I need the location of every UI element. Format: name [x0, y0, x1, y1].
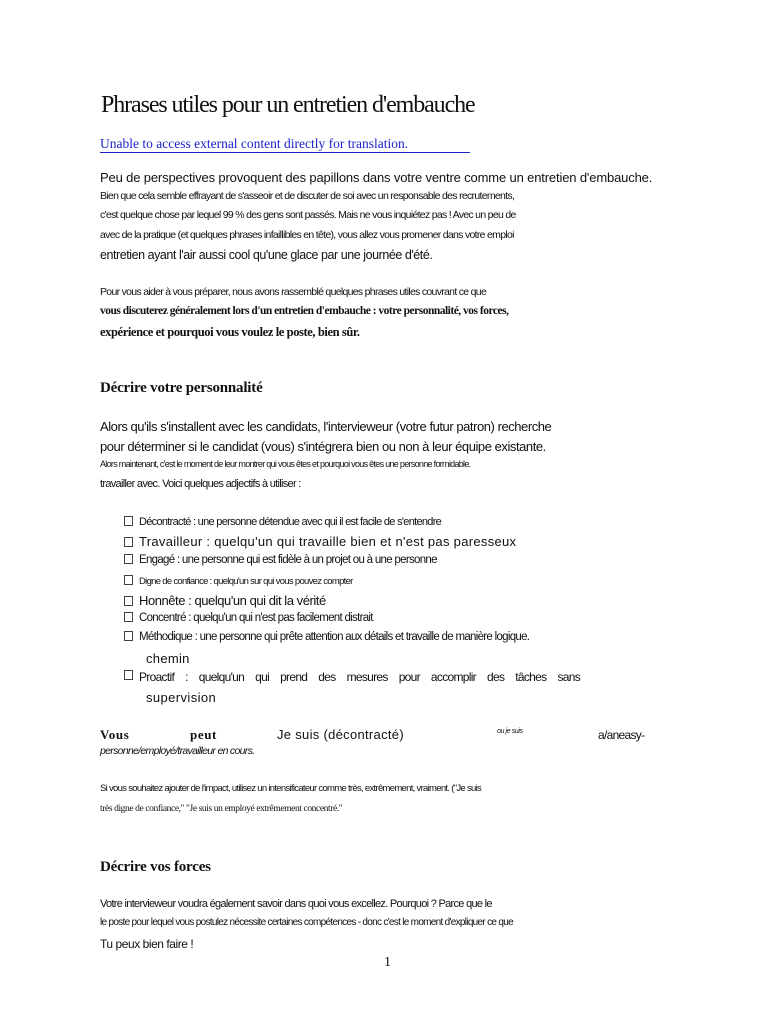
list-item: Honnête : quelqu'un qui dit la vérité: [124, 593, 326, 608]
usage-tiny-text: ou je suis: [497, 728, 523, 735]
list-item: Travailleur : quelqu'un qui travaille bien et n'est pas paresseux: [124, 534, 516, 549]
tip-line-2: très digne de confiance," "Je suis un employé extrêmement concentré.": [100, 804, 343, 814]
page-title: Phrases utiles pour un entretien d'embauche: [101, 92, 475, 118]
bullet-box-icon: [124, 516, 133, 526]
bullet-continuation: supervision: [146, 690, 217, 705]
prep-line-2: vous discuterez généralement lors d'un entretien d'embauche : votre personnalité, vos forces,: [100, 305, 509, 317]
intro-line-4: avec de la pratique (et quelques phrases infaillibles en tête), vous allez vous promener dans votre emploi: [100, 229, 514, 241]
bullet-box-icon: [124, 631, 133, 641]
personality-line-4: travailler avec. Voici quelques adjectifs à utiliser :: [100, 478, 301, 490]
tip-line-1: Si vous souhaitez ajouter de l'impact, utilisez un intensificateur comme très, extrêmement, vraiment. ("Je suis: [100, 783, 482, 794]
section-heading-strengths: Décrire vos forces: [100, 859, 211, 875]
bullet-box-icon: [124, 575, 133, 585]
usage-word-vous: Vous: [100, 727, 130, 742]
list-item: Décontracté : une personne détendue avec qui il est facile de s'entendre: [124, 516, 441, 528]
usage-phrase: Je suis (décontracté): [277, 727, 404, 742]
bullet-box-icon: [124, 554, 133, 564]
list-item: Engagé : une personne qui est fidèle à un projet ou à une personne: [124, 554, 437, 566]
list-item: Proactif : quelqu'un qui prend des mesures pour accomplir des tâches sans: [124, 670, 580, 684]
bullet-continuation: chemin: [146, 651, 190, 666]
bullet-box-icon: [124, 670, 133, 680]
intro-line-2: Bien que cela semble effrayant de s'asseoir et de discuter de soi avec un responsable des recrutements,: [100, 190, 515, 202]
personality-line-2: pour déterminer si le candidat (vous) s'intégrera bien ou non à leur équipe existante.: [100, 439, 546, 454]
strengths-line-2: le poste pour lequel vous postulez nécessite certaines compétences - donc c'est le moment d'expliquer ce que: [100, 917, 513, 928]
bullet-box-icon: [124, 612, 133, 622]
list-item: Méthodique : une personne qui prête attention aux détails et travaille de manière logique.: [124, 631, 529, 643]
intro-line-5: entretien ayant l'air aussi cool qu'une glace par une journée d'été.: [100, 248, 433, 262]
bullet-box-icon: [124, 537, 133, 547]
personality-line-1: Alors qu'ils s'installent avec les candidats, l'intervieweur (votre futur patron) recherche: [100, 419, 552, 434]
usage-line-2: personne/employé/travailleur en cours.: [100, 745, 255, 757]
translation-notice-link[interactable]: Unable to access external content directly for translation.: [100, 136, 470, 153]
usage-word-peut: peut: [190, 727, 217, 742]
list-item: Concentré : quelqu'un qui n'est pas facilement distrait: [124, 612, 373, 624]
section-heading-personality: Décrire votre personnalité: [100, 380, 263, 396]
prep-line-1: Pour vous aider à vous préparer, nous avons rassemblé quelques phrases utiles couvrant ce que: [100, 286, 487, 298]
intro-line-1: Peu de perspectives provoquent des papillons dans votre ventre comme un entretien d'embauche.: [100, 170, 653, 185]
strengths-line-1: Votre intervieweur voudra également savoir dans quoi vous excellez. Pourquoi ? Parce que le: [100, 898, 492, 910]
bullet-box-icon: [124, 596, 133, 606]
personality-line-3: Alors maintenant, c'est le moment de leur montrer qui vous êtes et pourquoi vous êtes une personne formidable.: [100, 459, 471, 469]
strengths-line-3: Tu peux bien faire !: [100, 937, 194, 951]
prep-line-3: expérience et pourquoi vous voulez le poste, bien sûr.: [100, 325, 360, 339]
intro-line-3: c'est quelque chose par lequel 99 % des gens sont passés. Mais ne vous inquiétez pas ! Avec un peu de: [100, 209, 516, 221]
page-number: 1: [384, 955, 391, 970]
usage-tail: a/aneasy-: [598, 728, 645, 742]
list-item: Digne de confiance : quelqu'un sur qui vous pouvez compter: [124, 575, 353, 587]
